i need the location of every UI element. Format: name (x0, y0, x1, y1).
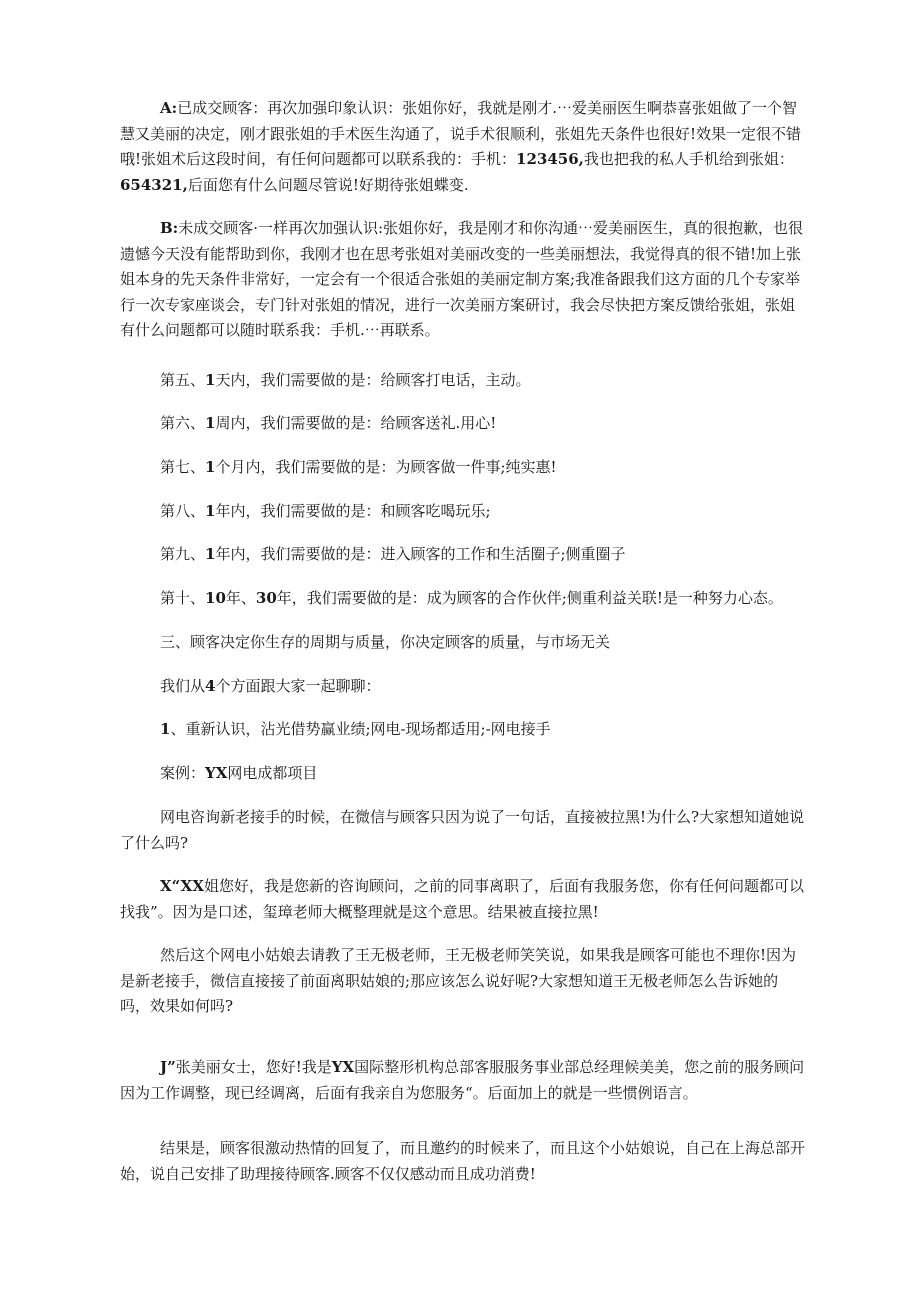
four-aspects-intro: 我们从4个方面跟大家一起聊聊： (160, 677, 381, 695)
paragraph-x-quote: X“XX姐您好，我是您新的咨询顾问，之前的同事离职了，后面有我服务您，你有任何问题都可以找我”。因为是口述，玺璋老师大概整理就是这个意思。结果被直接拉黑! (120, 877, 804, 921)
item-one: 1、重新认识，沾光借势赢业绩;网电-现场都适用;-网电接手 (160, 720, 551, 738)
section-three-heading: 三、顾客决定你生存的周期与质量，你决定顾客的质量，与市场无关 (160, 633, 611, 651)
step-eight: 第八、1年内，我们需要做的是：和顾客吃喝玩乐; (160, 502, 491, 520)
step-six: 第六、1周内，我们需要做的是：给顾客送礼.用心! (160, 414, 497, 432)
step-five: 第五、1天内，我们需要做的是：给顾客打电话，主动。 (160, 371, 531, 389)
paragraph-unclosed-customer: B:未成交顾客·一样再次加强认识:张姐你好，我是刚才和你沟通⋯爱美丽医生，真的很抱歉，也很遗憾今天没有能帮助到你，我刚才也在思考张姐对美丽改变的一些美丽想法，我觉得真的很不错!加上张姐本身的先天条件非常好，一定会有一个很适合张姐的美丽定制方案;我准备跟我们这方面的几个专家举行一次专家座谈会，专门针对张姐的情况，进行一次美丽方案研讨，我会尽快把方案反馈给张姐，张姐有什么问题都可以随时联系我：手机.⋯再联系。 (120, 219, 804, 339)
phone-number: 123456, (516, 150, 584, 168)
paragraph-then: 然后这个网电小姑娘去请教了王无极老师，王无极老师笑笑说，如果我是顾客可能也不理你!因为是新老接手，微信直接接了前面离职姑娘的;那应该怎么说好呢?大家想知道王无极老师怎么告诉她的吗，效果如何吗? (120, 946, 797, 1015)
step-nine: 第九、1年内，我们需要做的是：进入顾客的工作和生活圈子;侧重圈子 (160, 545, 626, 563)
case-heading: 案例：YX网电成都项目 (160, 764, 318, 782)
label-a: A: (160, 99, 178, 117)
step-ten: 第十、10年、30年，我们需要做的是：成为顾客的合作伙伴;侧重利益关联!是一种努力心态。 (160, 589, 783, 607)
paragraph-consult: 网电咨询新老接手的时候，在微信与顾客只因为说了一句话，直接被拉黑!为什么?大家想知道她说了什么吗? (120, 808, 805, 852)
paragraph-j-quote: J”张美丽女士，您好!我是YX国际整形机构总部客服服务事业部总经理候美美，您之前的服务顾问因为工作调整，现已经调离，后面有我亲自为您服务“。后面加上的就是一些惯例语言。 (120, 1058, 805, 1102)
paragraph-closed-customer: A:已成交顾客：再次加强印象认识：张姐你好，我就是刚才.⋯爱美丽医生啊恭喜张姐做了一个智慧又美丽的决定，刚才跟张姐的手术医生沟通了，说手术很顺利，张姐先天条件也很好!效果一定很不错哦!张姐术后这段时间，有任何问题都可以联系我的：手机：123456,我也把我的私人手机给到张姐：654321,后面您有什么问题尽管说!好期待张姐蝶变. (120, 99, 802, 194)
paragraph-result: 结果是，顾客很激动热情的回复了，而且邀约的时候来了，而且这个小姑娘说，自己在上海总部开始，说自己安排了助理接待顾客.顾客不仅仅感动而且成功消费! (120, 1139, 806, 1183)
label-b: B: (160, 219, 179, 237)
step-seven: 第七、1个月内，我们需要做的是：为顾客做一件事;纯实惠! (160, 458, 557, 476)
private-phone-number: 654321, (120, 175, 188, 194)
